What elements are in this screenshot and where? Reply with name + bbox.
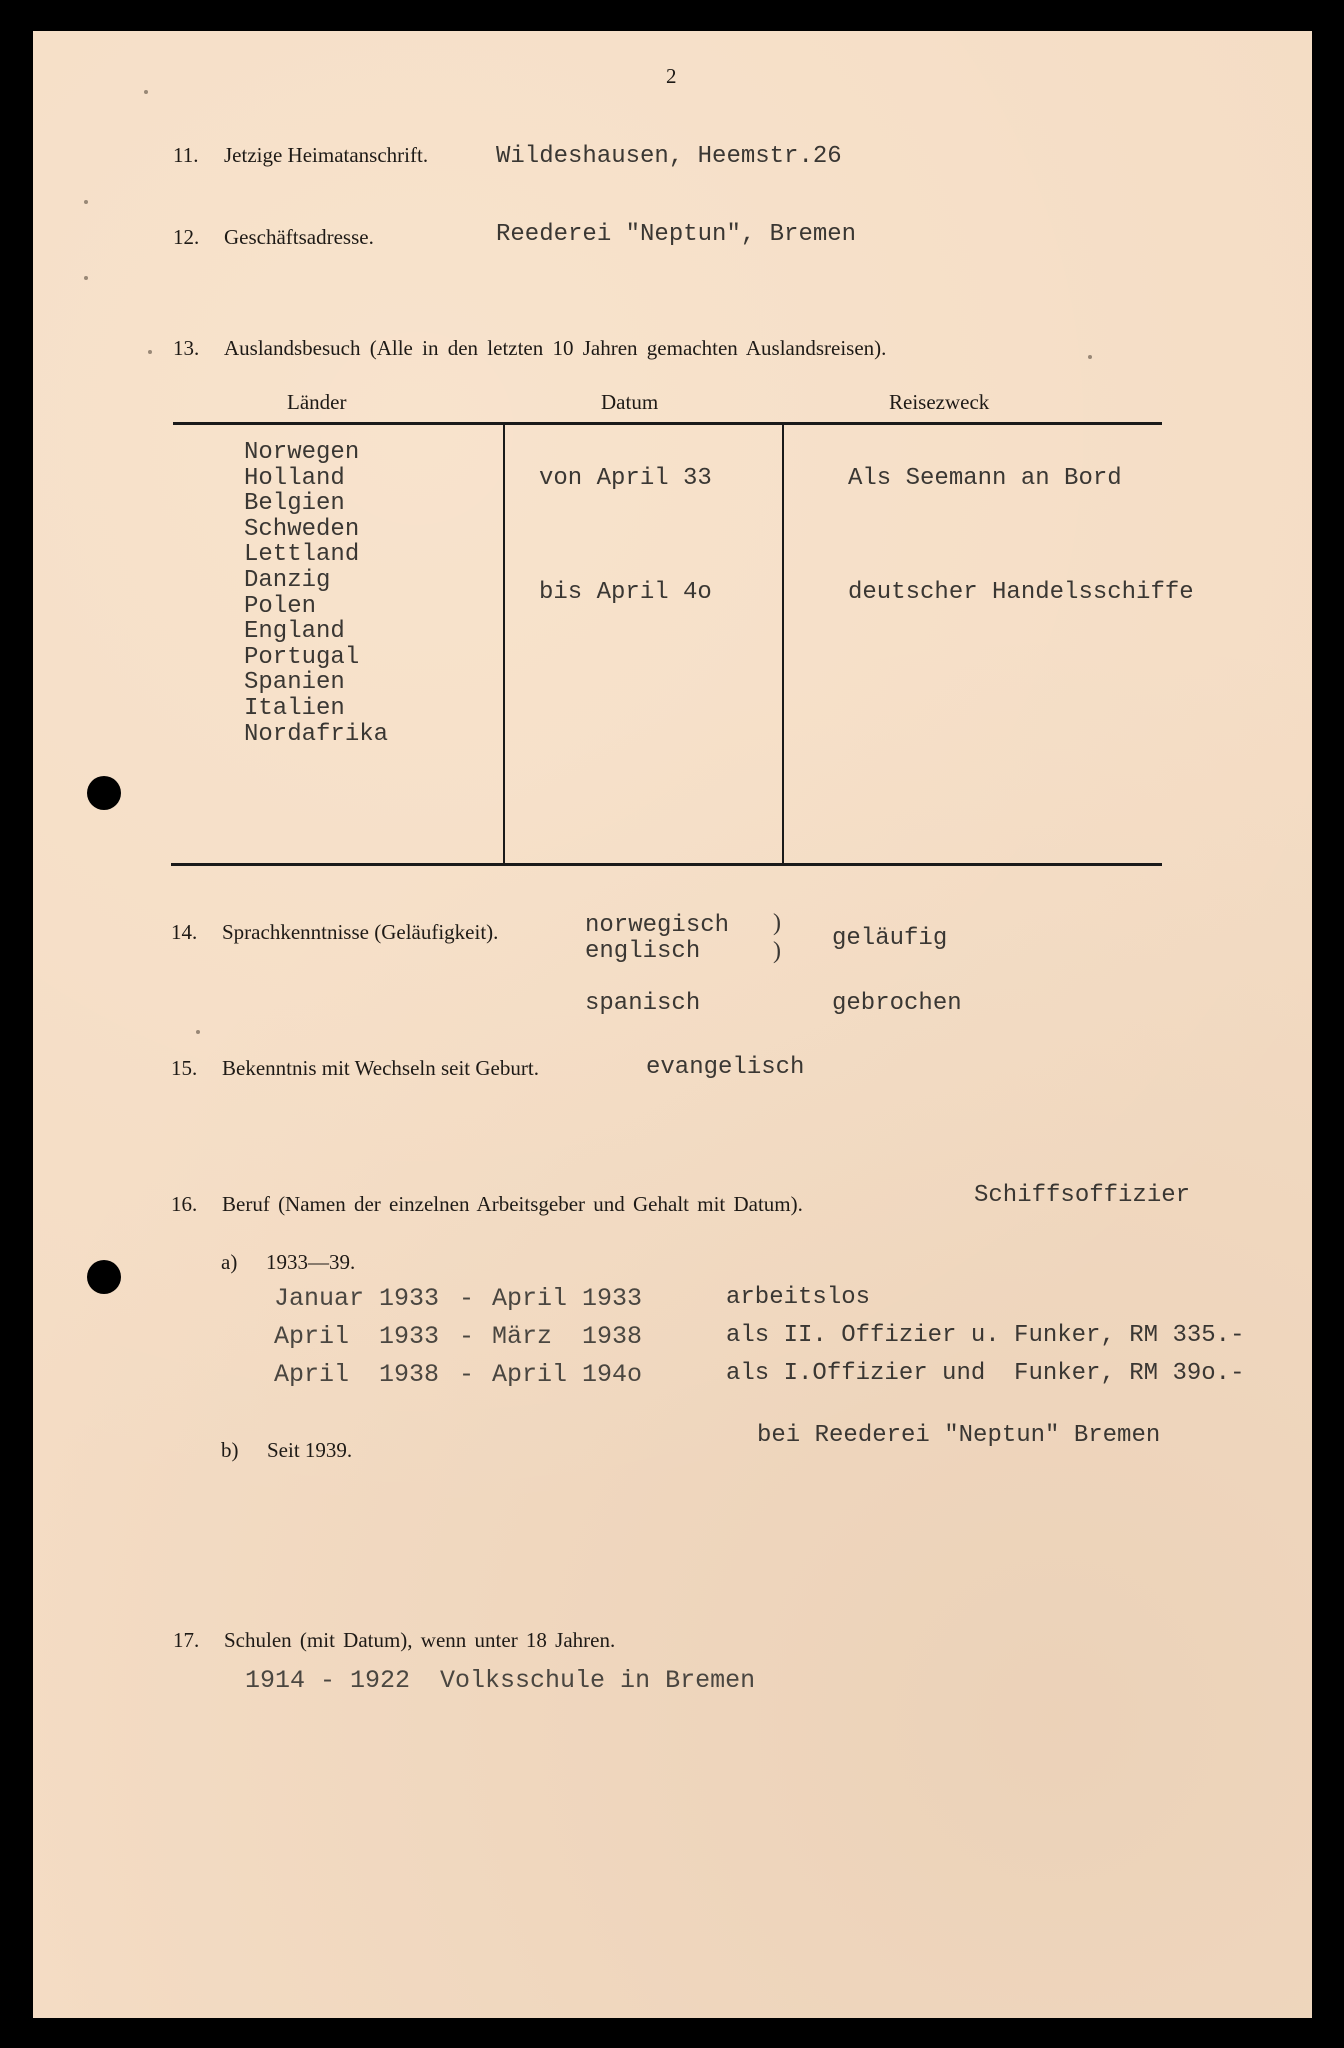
occupation-b-period: Seit 1939. xyxy=(267,1438,353,1462)
travel-date-from: von April 33 xyxy=(539,465,712,492)
employment-row-to: März 1938 xyxy=(492,1322,643,1351)
home-address-label: Jetzige Heimatanschrift. xyxy=(224,143,429,167)
occupation-label: Beruf (Namen der einzelnen Arbeitsgeber und Gehalt mit Datum). xyxy=(222,1192,803,1216)
country-item: Nordafrika xyxy=(244,720,389,748)
language-level-broken: gebrochen xyxy=(832,990,962,1017)
country-item: Danzig xyxy=(244,566,331,594)
paper-speck xyxy=(196,1030,200,1034)
country-item: England xyxy=(244,618,345,646)
foreign-travel-label: Auslandsbesuch (Alle in den letzten 10 Jahren gemachten Auslandsreisen). xyxy=(224,336,887,360)
business-address-label: Geschäftsadresse. xyxy=(224,225,374,249)
item-number: 15. xyxy=(171,1056,198,1080)
table-header-date: Datum xyxy=(601,390,659,414)
item-number: 17. xyxy=(173,1628,200,1652)
table-header-countries: Länder xyxy=(287,390,347,414)
language-level-fluent: geläufig xyxy=(832,925,948,952)
language-2: englisch xyxy=(585,938,701,965)
table-divider-1 xyxy=(503,424,505,863)
travel-purpose-line2: deutscher Handelsschiffe xyxy=(848,579,1194,606)
business-address-value: Reederei "Neptun", Bremen xyxy=(496,221,857,248)
country-item: Holland xyxy=(244,464,345,492)
employment-row-from: April 1938 xyxy=(274,1360,440,1389)
occupation-value: Schiffsoffizier xyxy=(974,1182,1191,1209)
employment-row-to: April 194o xyxy=(492,1360,643,1389)
country-item: Portugal xyxy=(244,643,360,671)
country-item: Belgien xyxy=(244,490,345,518)
religion-label: Bekenntnis mit Wechseln seit Geburt. xyxy=(222,1056,539,1080)
item-number: 11. xyxy=(173,143,199,167)
page-number: 2 xyxy=(666,64,677,88)
home-address-value: Wildeshausen, Heemstr.26 xyxy=(496,143,842,170)
paper-speck xyxy=(144,90,148,94)
employment-row-to: April 1933 xyxy=(492,1284,643,1313)
occupation-b-label: b) xyxy=(221,1438,239,1462)
occupation-a-period: 1933—39. xyxy=(266,1250,356,1274)
travel-date-to: bis April 4o xyxy=(539,579,712,606)
employment-row-from: Januar 1933 xyxy=(274,1284,440,1313)
employment-row-from: April 1933 xyxy=(274,1322,440,1351)
item-number: 14. xyxy=(171,920,198,944)
item-number: 12. xyxy=(173,225,200,249)
occupation-a-label: a) xyxy=(221,1250,238,1274)
paper-speck xyxy=(148,350,152,354)
languages-label: Sprachkenntnisse (Geläufigkeit). xyxy=(222,920,499,944)
paper-speck xyxy=(84,200,88,204)
table-divider-2 xyxy=(782,424,784,863)
table-top-rule xyxy=(173,422,1162,425)
employment-row-desc: als II. Offizier u. Funker, RM 335.- xyxy=(726,1322,1245,1349)
item-number: 13. xyxy=(173,336,200,360)
schools-label: Schulen (mit Datum), wenn unter 18 Jahren. xyxy=(224,1628,616,1652)
bracket-icon: ) xyxy=(773,910,781,936)
schools-value: 1914 - 1922 Volksschule in Bremen xyxy=(245,1666,756,1695)
item-number: 16. xyxy=(171,1192,198,1216)
travel-purpose-line1: Als Seemann an Bord xyxy=(848,465,1122,492)
country-item: Italien xyxy=(244,694,345,722)
bracket-icon: ) xyxy=(773,938,781,964)
employment-row-desc: als I.Offizier und Funker, RM 39o.- xyxy=(726,1360,1245,1387)
country-item: Schweden xyxy=(244,515,360,543)
document-page xyxy=(33,31,1312,2018)
country-item: Spanien xyxy=(244,669,345,697)
countries-list xyxy=(244,440,388,747)
country-item: Lettland xyxy=(244,541,360,569)
employment-row-desc: arbeitslos xyxy=(726,1284,871,1311)
punch-hole-bottom xyxy=(87,1260,121,1294)
paper-speck xyxy=(84,276,88,280)
employment-row-dash: - xyxy=(459,1360,475,1389)
country-item: Polen xyxy=(244,592,317,620)
religion-value: evangelisch xyxy=(646,1054,805,1081)
punch-hole-top xyxy=(87,776,121,810)
employment-row-dash: - xyxy=(459,1322,475,1351)
paper-speck xyxy=(1088,355,1092,359)
language-3: spanisch xyxy=(585,990,701,1017)
language-1: norwegisch xyxy=(585,912,730,939)
country-item: Norwegen xyxy=(244,439,360,466)
table-header-purpose: Reisezweck xyxy=(889,390,990,414)
employment-row-dash: - xyxy=(459,1284,475,1313)
current-employer: bei Reederei "Neptun" Bremen xyxy=(757,1422,1161,1449)
table-bottom-rule xyxy=(171,863,1162,866)
